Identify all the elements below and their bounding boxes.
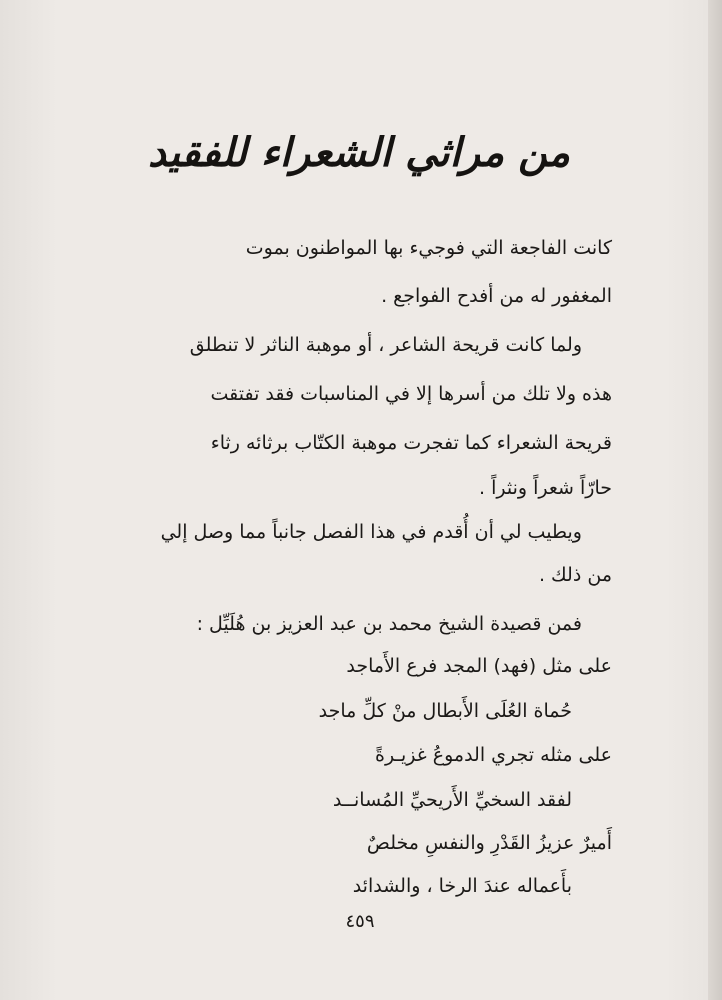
text-line: هذه ولا تلك من أسرها إلا في المناسبات فقد تفتقت (210, 383, 612, 405)
text-line: من ذلك . (538, 564, 612, 586)
text-line: ويطيب لي أن أُقدم في هذا الفصل جانباً مما وصل إلي (160, 521, 582, 543)
text-line: المغفور له من أفدح الفواجع . (381, 285, 612, 307)
verse-line: بأَعماله عندَ الرخا ، والشدائد (352, 875, 572, 897)
text-line: ولما كانت قريحة الشاعر ، أو موهبة الناثر لا تنطلق (189, 334, 582, 356)
text-line: حارّاً شعراً ونثراً . (479, 477, 612, 499)
page-edge (708, 0, 722, 1000)
text-line: كانت الفاجعة التي فوجيء بها المواطنون بموت (245, 237, 612, 259)
verse-line: حُماة العُلَى الأَبطال منْ كلِّ ماجد (318, 700, 572, 722)
verse-line: على مثله تجري الدموعُ غزيـرةً (375, 744, 612, 766)
verse-line: لفقد السخيِّ الأَريحيِّ المُسانــد (332, 789, 572, 811)
text-line: فمن قصيدة الشيخ محمد بن عبد العزيز بن هُلَيِّل : (196, 613, 582, 635)
page-number: ٤٥٩ (345, 911, 375, 932)
text-line: قريحة الشعراء كما تفجرت موهبة الكتّاب برثائه رثاء (210, 432, 612, 454)
verse-line: أَميرٌ عزيزُ القَدْرِ والنفسِ مخلصٌ (366, 832, 612, 854)
verse-line: على مثل (فهد) المجد فرع الأَماجد (346, 655, 612, 677)
page-title: من مراثي الشعراء للفقيد (148, 129, 570, 176)
